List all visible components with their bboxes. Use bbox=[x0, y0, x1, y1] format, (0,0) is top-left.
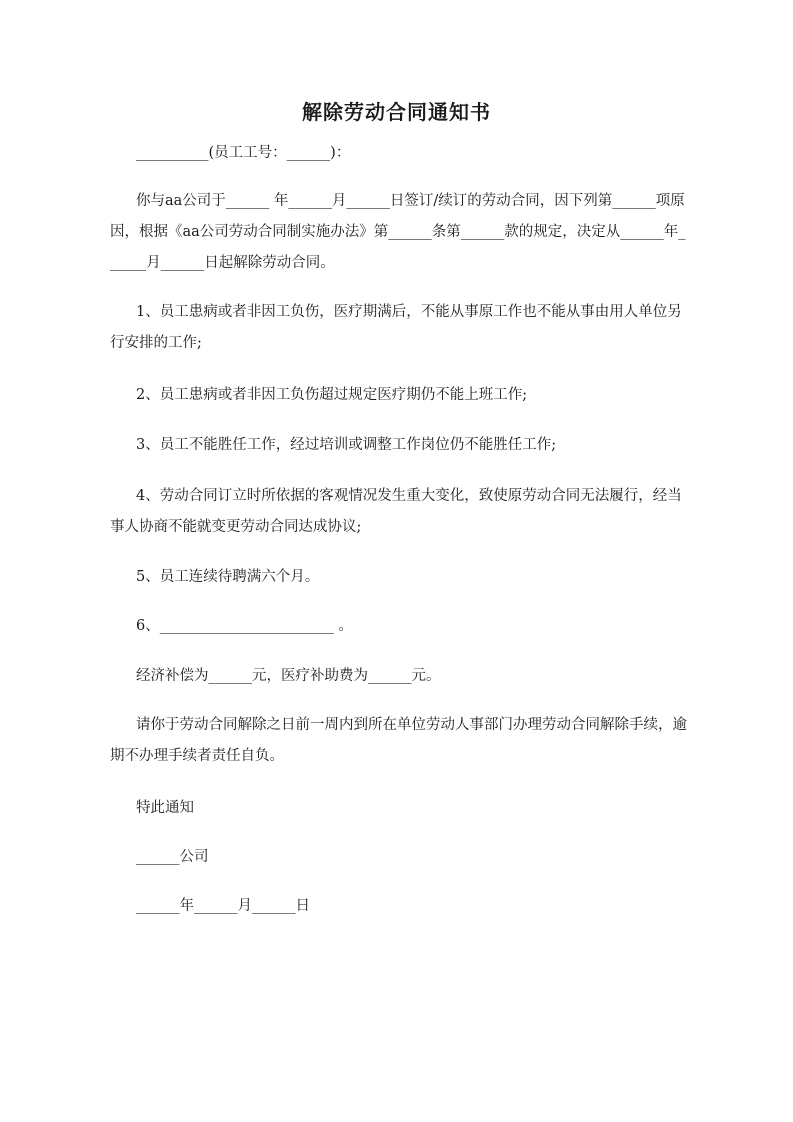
reason-item-4: 4、劳动合同订立时所依据的客观情况发生重大变化，致使原劳动合同无法履行，经当事人协商不能就变更劳动合同达成协议; bbox=[110, 488, 682, 535]
reason-item-1: 1、员工患病或者非因工负伤，医疗期满后，不能从事原工作也不能从事由用人单位另行安排的工作; bbox=[110, 304, 682, 351]
reason-item-2: 2、员工患病或者非因工负伤超过规定医疗期仍不能上班工作; bbox=[136, 387, 528, 403]
reason-item-6: 6、________________________ 。 bbox=[136, 618, 353, 634]
instruction-paragraph: 请你于劳动合同解除之日前一周内到所在单位劳动人事部门办理劳动合同解除手续，逾期不办理手续者责任自负。 bbox=[110, 717, 687, 764]
document-title: 解除劳动合同通知书 bbox=[302, 100, 491, 124]
company-line: ______公司 bbox=[136, 849, 209, 865]
intro-paragraph: 你与aa公司于______ 年______月______日签订/续订的劳动合同，因下列第______项原因，根据《aa公司劳动合同制实施办法》第______条第______款的规定，决定从______年______月______日起解除劳动合同。 bbox=[110, 193, 686, 271]
compensation-line: 经济补偿为______元，医疗补助费为______元。 bbox=[136, 668, 441, 684]
addressee-line: __________(员工工号：______)： bbox=[136, 145, 351, 161]
reason-item-5: 5、员工连续待聘满六个月。 bbox=[136, 569, 320, 585]
reason-item-3: 3、员工不能胜任工作，经过培训或调整工作岗位仍不能胜任工作; bbox=[136, 437, 557, 453]
closing-line: 特此通知 bbox=[136, 800, 194, 816]
date-line: ______年______月______日 bbox=[136, 898, 310, 914]
